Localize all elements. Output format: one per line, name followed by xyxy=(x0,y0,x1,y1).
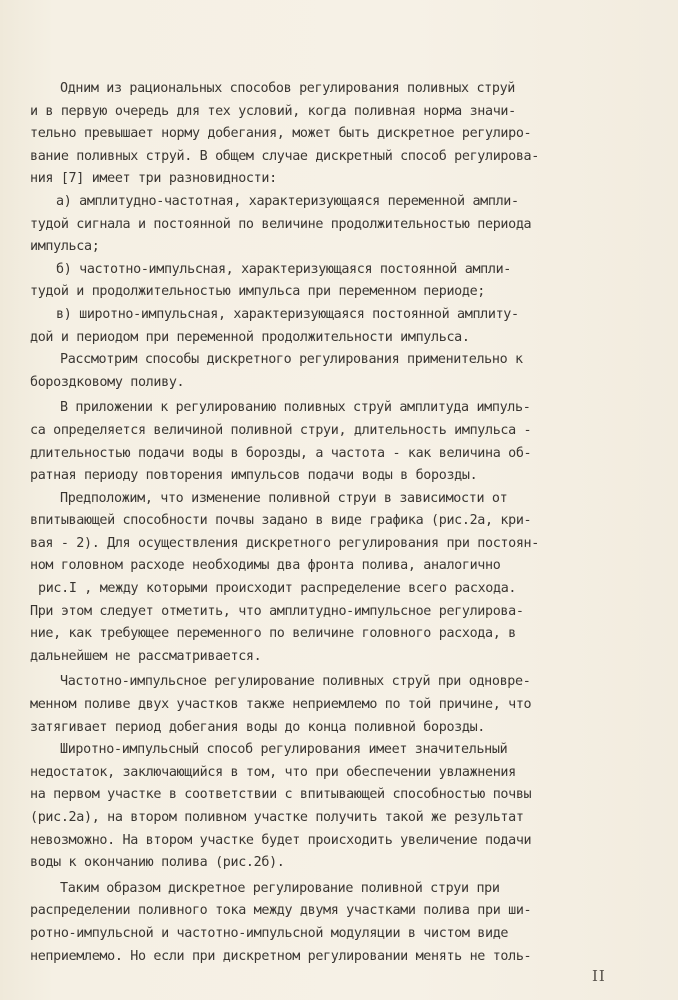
text-line: дой и периодом при переменной продолжительности импульса. xyxy=(30,329,470,345)
text-line: (рис.2а), на втором поливном участке получить такой же результат xyxy=(30,810,524,825)
text-line: Таким образом дискретное регулирование поливной струи при xyxy=(60,880,500,896)
text-line: ратная периоду повторения импульсов подачи воды в борозды. xyxy=(30,468,478,484)
text-line: бороздковому поливу. xyxy=(30,374,185,390)
text-line: Предположим, что изменение поливной струи в зависимости от xyxy=(60,490,508,506)
text-line: и в первую очередь для тех условий, когда поливная норма значи- xyxy=(30,103,516,119)
text-line: вание поливных струй. В общем случае дискретный способ регулирова- xyxy=(30,148,539,164)
page-number: II xyxy=(592,967,606,985)
text-line: При этом следует отметить, что амплитудно-импульсное регулирова- xyxy=(30,603,524,619)
text-line: тудой и продолжительностью импульса при переменном периоде; xyxy=(30,284,485,300)
text-line: впитывающей способности почвы задано в виде графика (рис.2а, кри- xyxy=(30,513,532,529)
text-line: на первом участке в соответствии с впитывающей способностью почвы xyxy=(30,787,532,803)
text-line: рис.I , между которыми происходит распределение всего расхода. xyxy=(38,581,517,597)
text-line: длительностью подачи воды в борозды, а частота - как величина об- xyxy=(30,445,532,461)
text-line: импульса; xyxy=(30,239,100,255)
text-line: ние, как требующее переменного по величине головного расхода, в xyxy=(30,626,516,642)
text-line: ротно-импульсной и частотно-импульсной модуляции в чистом виде xyxy=(30,925,509,941)
text-line: Одним из рациональных способов регулирования поливных струй xyxy=(60,81,515,96)
text-line: Частотно-импульсное регулирование поливных струй при одновре- xyxy=(60,674,531,690)
text-line: дальнейшем не рассматривается. xyxy=(30,648,262,664)
text-line: а) амплитудно-частотная, характеризующаяся переменной ампли- xyxy=(56,193,519,209)
text-line: недостаток, заключающийся в том, что при обеспечении увлажнения xyxy=(30,764,516,780)
text-line: Рассмотрим способы дискретного регулирования применительно к xyxy=(60,352,523,368)
text-line: тельно превышает норму добегания, может быть дискретное регулиро- xyxy=(30,126,532,142)
text-line: менном поливе двух участков также неприемлемо по той причине, что xyxy=(30,697,532,713)
text-line: б) частотно-импульсная, характеризующаяся постоянной ампли- xyxy=(56,261,511,277)
text-line: затягивает период добегания воды до конца поливной борозды. xyxy=(30,719,485,735)
text-line: ния [7] имеет три разновидности: xyxy=(30,171,277,187)
text-line: тудой сигнала и постоянной по величине продолжительностью периода xyxy=(30,216,532,232)
text-line: невозможно. На втором участке будет происходить увеличение подачи xyxy=(30,832,532,848)
text-line: неприемлемо. Но если при дискретном регулировании менять не толь- xyxy=(30,948,532,964)
text-line: В приложении к регулированию поливных струй амплитуда импуль- xyxy=(60,400,531,416)
text-line: са определяется величиной поливной струи, длительность импульса - xyxy=(30,422,532,438)
text-line: ном головном расходе необходимы два фронта полива, аналогично xyxy=(30,558,501,574)
text-line: воды к окончанию полива (рис.2б). xyxy=(30,855,285,871)
text-line: вая - 2). Для осуществления дискретного регулирования при постоян- xyxy=(30,535,539,551)
text-line: в) широтно-импульсная, характеризующаяся постоянной амплиту- xyxy=(56,306,519,322)
text-line: распределении поливного тока между двумя участками полива при ши- xyxy=(30,903,532,919)
body-text xyxy=(30,78,650,968)
text-line: Широтно-импульсный способ регулирования имеет значительный xyxy=(60,742,508,758)
